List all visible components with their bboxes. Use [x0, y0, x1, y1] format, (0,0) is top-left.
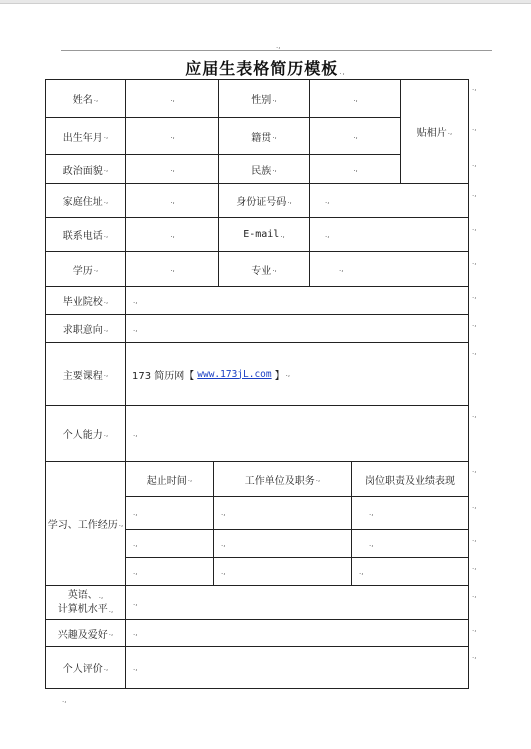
label-phone: 联系电话	[62, 231, 103, 242]
end-of-row-mark: .,	[472, 563, 477, 571]
resume-site-link[interactable]: www.173jL.com	[197, 368, 272, 380]
label-courses: 主要课程	[62, 370, 103, 382]
paragraph-mark: .,	[339, 68, 346, 76]
paragraph-mark: .,	[221, 539, 226, 548]
paragraph-mark: .,	[103, 196, 109, 205]
label-evaluation-cell	[45, 646, 126, 689]
paragraph-mark: .,	[353, 165, 358, 173]
label-name-cell	[45, 79, 126, 118]
paragraph-mark: .,	[133, 539, 138, 548]
paragraph-mark: .,	[62, 696, 67, 704]
paragraph-mark: .,	[103, 296, 109, 305]
end-of-row-mark: .,	[472, 160, 477, 168]
value-email-cell[interactable]	[309, 217, 469, 252]
label-address-cell	[45, 183, 126, 218]
end-of-row-mark: .,	[472, 411, 477, 419]
value-education-cell[interactable]	[125, 251, 219, 287]
paragraph-mark: .,	[103, 165, 109, 173]
paragraph-mark: .,	[133, 324, 138, 333]
courses-prefix: 173 简历网【	[132, 370, 195, 382]
label-photo: 贴相片	[416, 128, 447, 139]
end-of-row-mark: .,	[472, 466, 477, 474]
label-language-cell	[45, 585, 126, 620]
header-company-cell	[213, 461, 352, 497]
paragraph-mark: .,	[170, 94, 175, 103]
header-duty-cell	[351, 461, 469, 497]
label-evaluation: 个人评价	[62, 664, 103, 675]
label-name: 姓名	[72, 95, 93, 106]
label-politics: 政治面貌	[62, 165, 103, 177]
paragraph-mark: .,	[353, 132, 358, 140]
label-ability-cell	[45, 405, 126, 462]
end-of-row-mark: .,	[472, 652, 477, 660]
title-text: 应届生表格简历模板	[185, 59, 339, 78]
paragraph-mark: .,	[98, 591, 104, 600]
label-experience: 学习、工作经历	[47, 520, 118, 531]
label-intention-cell	[45, 314, 126, 343]
paragraph-mark: .,	[221, 509, 226, 517]
paragraph-mark: .,	[93, 94, 99, 103]
paragraph-mark: .,	[103, 132, 109, 140]
header-start-time-cell	[125, 461, 214, 497]
paragraph-mark: .,	[287, 196, 292, 205]
label-politics-cell	[45, 154, 126, 184]
experience-row-2-duty[interactable]	[351, 529, 469, 558]
header-duty: 岗位职责及业绩表现	[365, 475, 455, 487]
paragraph-mark: .,	[359, 567, 364, 576]
paragraph-mark: .,	[103, 429, 109, 438]
experience-row-1-duty[interactable]	[351, 496, 469, 530]
end-of-row-mark: .,	[472, 84, 477, 92]
label-ability: 个人能力	[62, 430, 103, 441]
label-experience-cell	[45, 461, 126, 586]
paragraph-mark: .,	[276, 42, 281, 50]
paragraph-mark: .,	[325, 230, 330, 239]
courses-suffix: 】	[274, 370, 285, 382]
value-address-cell[interactable]	[125, 183, 219, 218]
label-ethnic: 民族	[251, 165, 272, 177]
header-start-time: 起止时间	[146, 475, 187, 487]
label-email: E-mail	[243, 229, 280, 240]
paragraph-mark: .,	[103, 324, 109, 333]
label-education-cell	[45, 251, 126, 287]
label-major: 专业	[251, 265, 272, 277]
value-birth-cell[interactable]	[125, 117, 219, 155]
label-lang-line-1: 英语、	[67, 589, 98, 601]
paragraph-mark: .,	[170, 265, 175, 273]
label-lang-line-2: 计算机水平	[57, 603, 108, 615]
experience-row-3-duty[interactable]	[351, 557, 469, 586]
paragraph-mark: .,	[170, 196, 175, 205]
paragraph-mark: .,	[133, 598, 138, 607]
paragraph-mark: .,	[315, 475, 321, 483]
paragraph-mark: .,	[133, 629, 138, 637]
label-address: 家庭住址	[62, 197, 103, 208]
label-email-cell	[218, 217, 310, 252]
end-of-row-mark: .,	[472, 258, 477, 266]
label-school: 毕业院校	[62, 297, 103, 308]
paragraph-mark: .,	[272, 132, 277, 140]
paragraph-mark: .,	[133, 429, 138, 438]
label-gender-cell	[218, 79, 310, 118]
value-language-cell[interactable]	[125, 585, 469, 620]
end-of-row-mark: .,	[472, 625, 477, 633]
paragraph-mark: .,	[187, 475, 193, 483]
end-of-row-mark: .,	[472, 190, 477, 198]
value-hobbies-cell[interactable]	[125, 619, 469, 647]
label-major-cell	[218, 251, 310, 287]
experience-row-2-company[interactable]	[213, 529, 352, 558]
label-id-number: 身份证号码	[236, 197, 287, 208]
end-of-row-mark: .,	[472, 591, 477, 599]
end-of-row-mark: .,	[472, 502, 477, 510]
paragraph-mark: .,	[272, 165, 277, 173]
paragraph-mark: .,	[103, 230, 109, 239]
paragraph-mark: .,	[170, 230, 175, 239]
label-hobbies-cell	[45, 619, 126, 647]
paragraph-mark: .,	[285, 370, 291, 378]
paragraph-mark: .,	[280, 230, 285, 239]
value-gender-cell[interactable]	[309, 79, 401, 118]
label-native-cell	[218, 117, 310, 155]
experience-row-1-time[interactable]	[125, 496, 214, 530]
paragraph-mark: .,	[103, 663, 109, 672]
paragraph-mark: .,	[118, 519, 124, 528]
paragraph-mark: .,	[369, 509, 374, 517]
paragraph-mark: .,	[369, 539, 374, 548]
paragraph-mark: .,	[133, 296, 138, 305]
paragraph-mark: .,	[170, 165, 175, 173]
label-education: 学历	[72, 265, 93, 277]
experience-row-1-company[interactable]	[213, 496, 352, 530]
label-native: 籍贯	[251, 132, 272, 144]
label-phone-cell	[45, 217, 126, 252]
value-id-number-cell[interactable]	[309, 183, 469, 218]
paragraph-mark: .,	[108, 629, 114, 637]
label-intention: 求职意向	[62, 325, 103, 336]
value-politics-cell[interactable]	[125, 154, 219, 184]
label-birth-cell	[45, 117, 126, 155]
header-company: 工作单位及职务	[244, 475, 315, 487]
paragraph-mark: .,	[221, 567, 226, 576]
value-name-cell[interactable]	[125, 79, 219, 118]
paragraph-mark: .,	[170, 132, 175, 140]
label-gender: 性别	[251, 95, 272, 106]
end-of-row-mark: .,	[472, 224, 477, 232]
label-birth: 出生年月	[62, 132, 103, 144]
end-of-row-mark: .,	[472, 535, 477, 543]
paragraph-mark: .,	[93, 265, 99, 273]
end-of-row-mark: .,	[472, 348, 477, 356]
label-courses-cell	[45, 342, 126, 406]
paragraph-mark: .,	[133, 663, 138, 672]
paragraph-mark: .,	[272, 265, 277, 273]
paragraph-mark: .,	[103, 370, 109, 378]
paragraph-mark: .,	[325, 196, 330, 205]
paragraph-mark: .,	[108, 605, 114, 614]
paragraph-mark: .,	[133, 509, 138, 517]
value-evaluation-cell[interactable]	[125, 646, 469, 689]
paragraph-mark: .,	[447, 127, 453, 136]
label-ethnic-cell	[218, 154, 310, 184]
label-school-cell	[45, 286, 126, 315]
label-hobbies: 兴趣及爱好	[57, 629, 108, 641]
end-of-row-mark: .,	[472, 320, 477, 328]
end-of-row-mark: .,	[472, 292, 477, 300]
photo-cell[interactable]	[400, 79, 469, 184]
paragraph-mark: .,	[272, 94, 277, 103]
experience-row-3-time[interactable]	[125, 557, 214, 586]
value-phone-cell[interactable]	[125, 217, 219, 252]
value-school-cell[interactable]	[125, 286, 469, 315]
experience-row-3-company[interactable]	[213, 557, 352, 586]
paragraph-mark: .,	[339, 265, 344, 273]
experience-row-2-time[interactable]	[125, 529, 214, 558]
paragraph-mark: .,	[133, 567, 138, 576]
value-ability-cell[interactable]	[125, 405, 469, 462]
value-courses-cell[interactable]	[125, 342, 469, 406]
value-major-cell[interactable]	[309, 251, 469, 287]
label-id-number-cell	[218, 183, 310, 218]
end-of-row-mark: .,	[472, 124, 477, 132]
value-ethnic-cell[interactable]	[309, 154, 401, 184]
paragraph-mark: .,	[353, 94, 358, 103]
value-intention-cell[interactable]	[125, 314, 469, 343]
value-native-cell[interactable]	[309, 117, 401, 155]
